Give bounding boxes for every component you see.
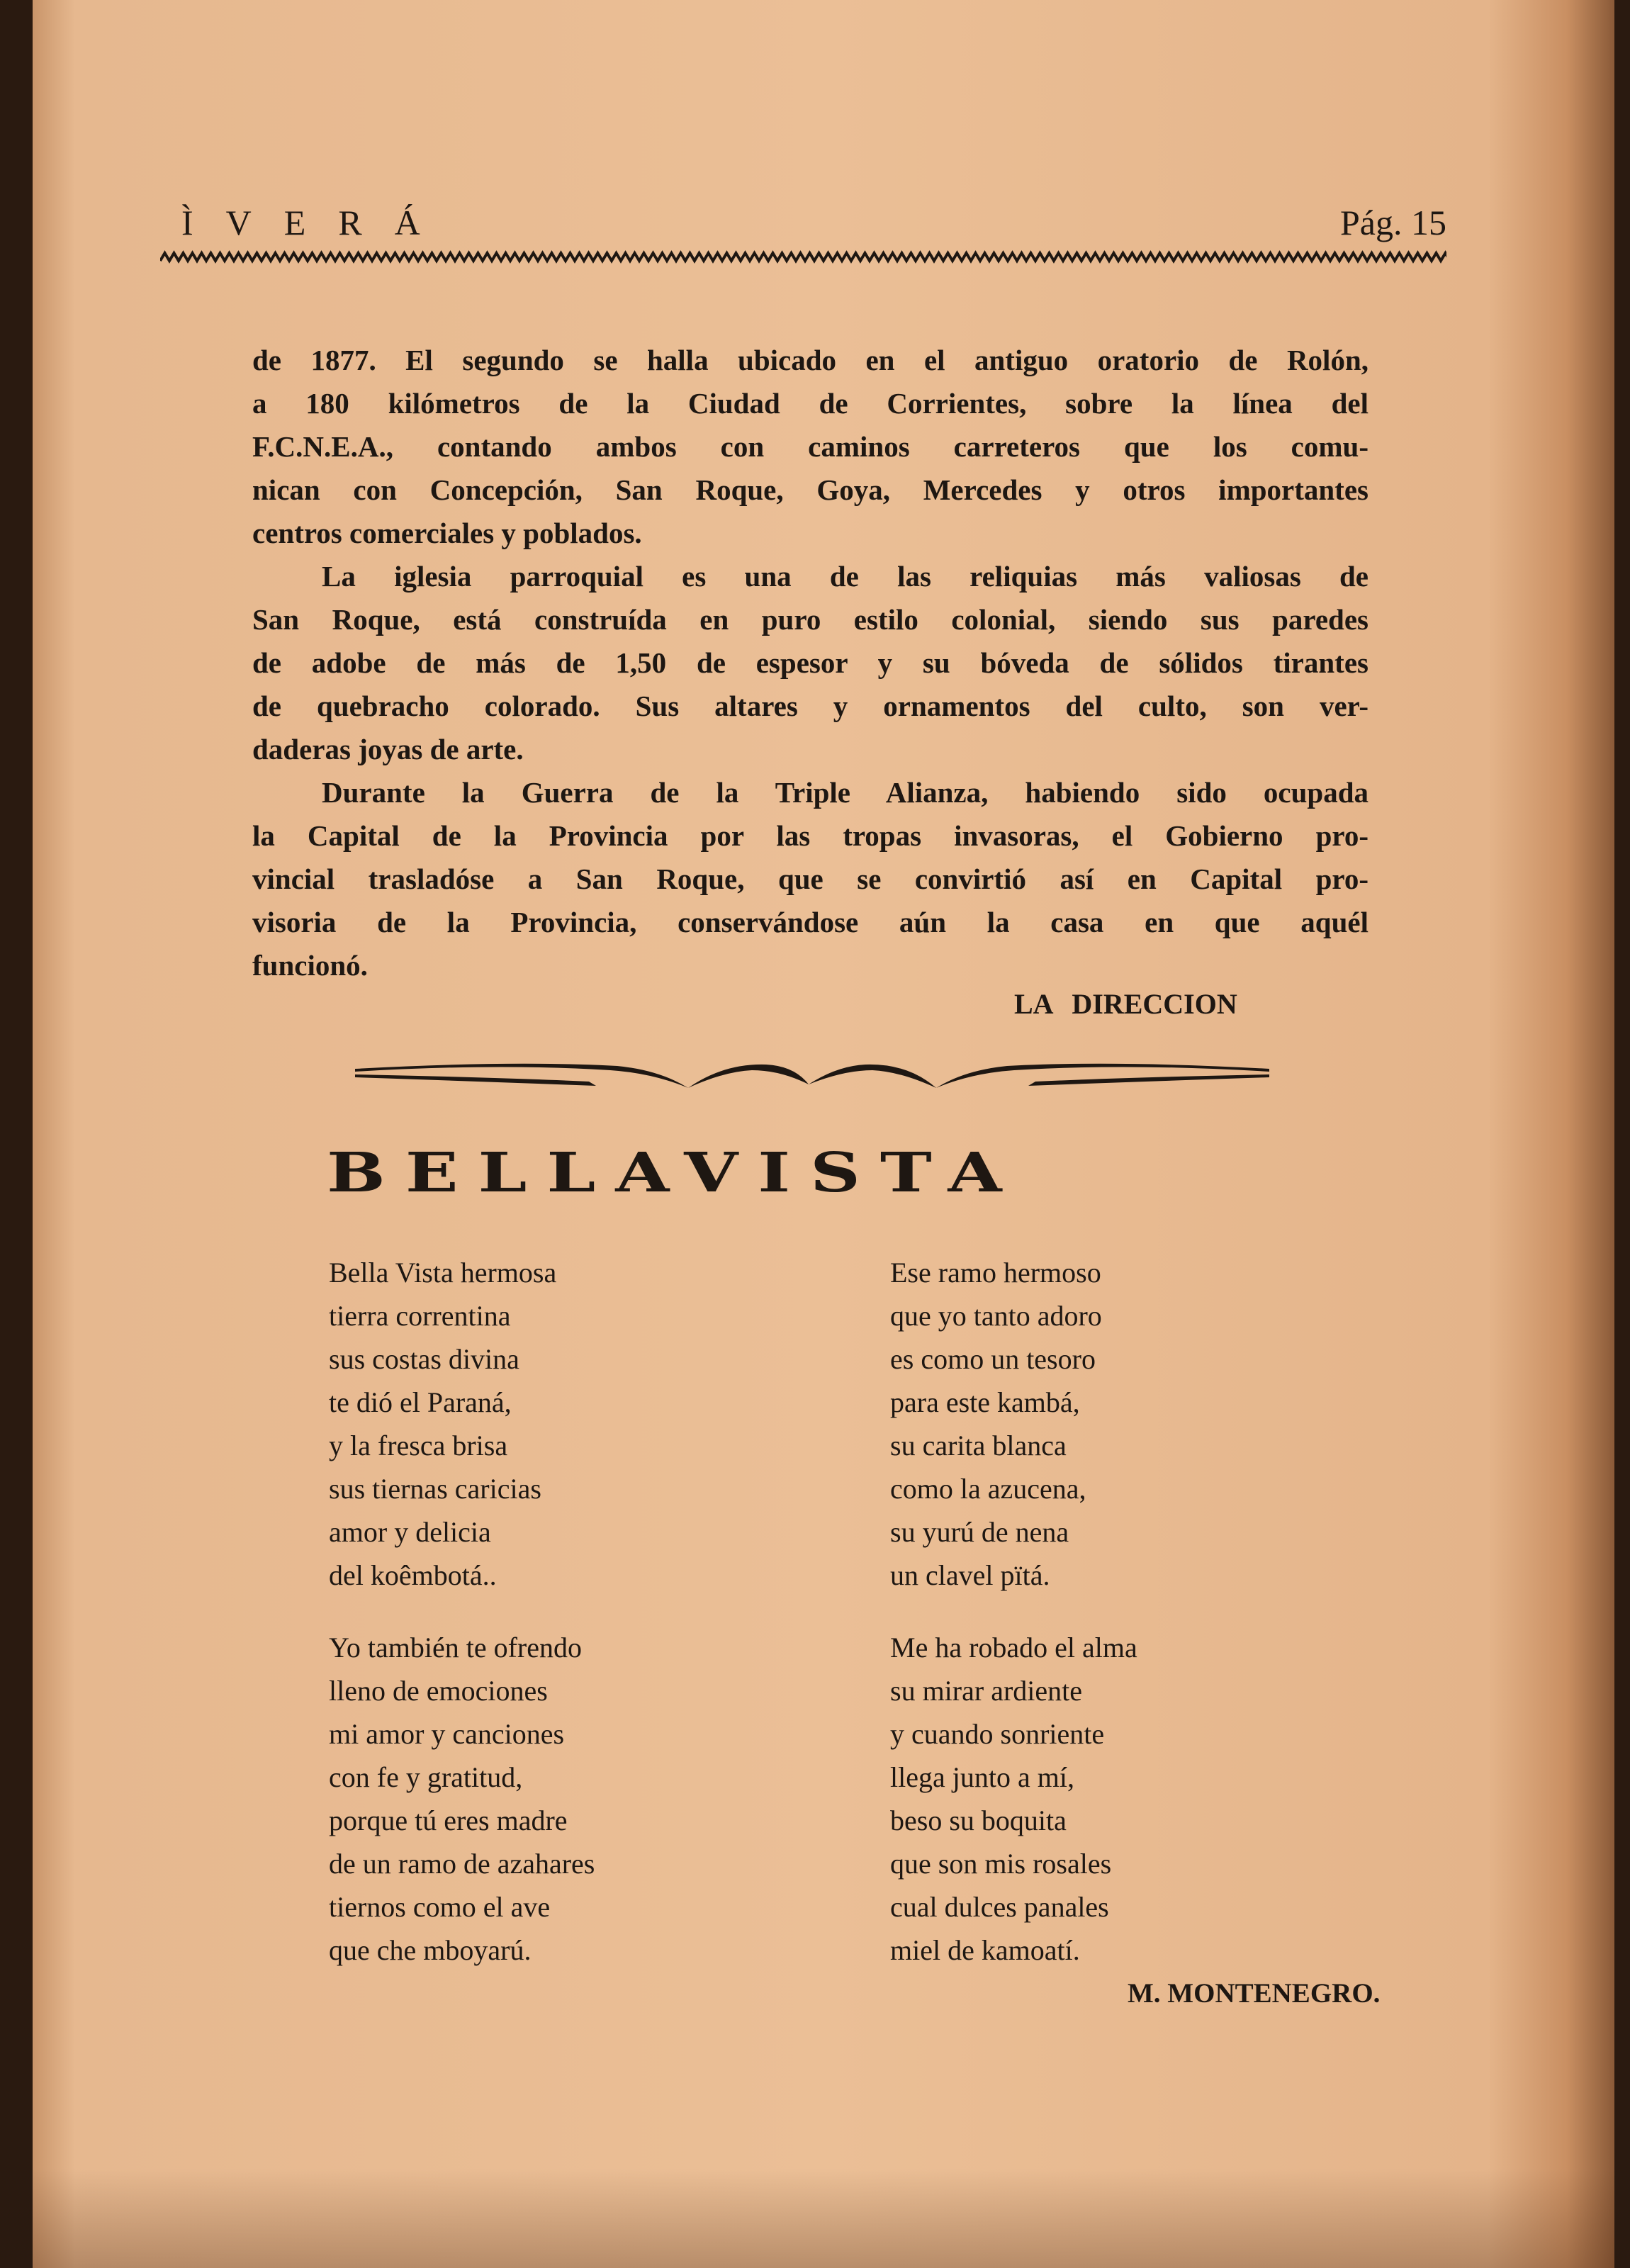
- poem-right-column: [890, 1251, 1137, 2001]
- article-signature: LA DIRECCION: [1014, 988, 1237, 1020]
- masthead-letter: R: [338, 203, 362, 242]
- poem-line: de un ramo de azahares: [329, 1848, 595, 1880]
- masthead: [181, 202, 453, 243]
- poem-line: lleno de emociones: [329, 1675, 548, 1707]
- poem-stanza: [890, 1251, 1137, 1597]
- article-line: de quebracho colorado. Sus altares y ornamentos del culto, son ver-: [252, 690, 1368, 722]
- poem-line: del koêmbotá..: [329, 1559, 497, 1591]
- poem-line: Yo también te ofrendo: [329, 1632, 582, 1663]
- poem-author: M. MONTENEGRO.: [1128, 1978, 1381, 2009]
- page-number: Pág. 15: [1340, 203, 1446, 242]
- article-line: a 180 kilómetros de la Ciudad de Corrientes, sobre la línea del: [252, 387, 1368, 420]
- poem-line: tierra correntina: [329, 1300, 511, 1332]
- poem-line: para este kambá,: [890, 1386, 1080, 1418]
- article-line: la Capital de la Provincia por las tropas invasoras, el Gobierno pro-: [252, 819, 1368, 852]
- poem-line: tiernos como el ave: [329, 1891, 551, 1923]
- masthead-letter: Ì: [181, 203, 193, 242]
- poem-stanza: [890, 1626, 1137, 1972]
- poem-line: que che mboyarú.: [329, 1934, 532, 1966]
- poem-line: su yurú de nena: [890, 1516, 1069, 1548]
- poem-line: su mirar ardiente: [890, 1675, 1082, 1707]
- poem-line: y cuando sonriente: [890, 1718, 1105, 1750]
- poem-line: llega junto a mí,: [890, 1761, 1074, 1793]
- poem-line: amor y delicia: [329, 1516, 491, 1548]
- poem-line: un clavel pïtá.: [890, 1559, 1050, 1591]
- poem-line: beso su boquita: [890, 1804, 1067, 1836]
- article-line: de adobe de más de 1,50 de espesor y su bóveda de sólidos tirantes: [252, 646, 1368, 679]
- poem-stanza: [329, 1251, 595, 1597]
- poem-line: y la fresca brisa: [329, 1430, 508, 1461]
- article-line: La iglesia parroquial es una de las reliquias más valiosas de: [322, 560, 1368, 593]
- poem-left-column: [329, 1251, 595, 2001]
- poem-line: te dió el Paraná,: [329, 1386, 512, 1418]
- article-line: Durante la Guerra de la Triple Alianza, habiendo sido ocupada: [322, 776, 1368, 809]
- masthead-letter: E: [283, 203, 306, 242]
- ornament-divider: [355, 1056, 1269, 1106]
- poem-line: con fe y gratitud,: [329, 1761, 523, 1793]
- poem-line: como la azucena,: [890, 1473, 1086, 1505]
- magazine-page: [33, 0, 1614, 2268]
- poem-stanza: [329, 1626, 595, 1972]
- poem-line: sus tiernas caricias: [329, 1473, 541, 1505]
- poem-line: Ese ramo hermoso: [890, 1257, 1101, 1289]
- poem-line: mi amor y canciones: [329, 1718, 565, 1750]
- article-line: San Roque, está construída en puro estilo colonial, siendo sus paredes: [252, 603, 1368, 636]
- poem-line: cual dulces panales: [890, 1891, 1109, 1923]
- article-line: de 1877. El segundo se halla ubicado en el antiguo oratorio de Rolón,: [252, 344, 1368, 376]
- article-line: funcionó.: [252, 949, 368, 982]
- poem-line: Me ha robado el alma: [890, 1632, 1137, 1663]
- article-line: daderas joyas de arte.: [252, 733, 524, 765]
- poem-title: BELLAVISTA: [327, 1141, 1022, 1205]
- zigzag-rule: [160, 249, 1446, 265]
- masthead-letter: V: [225, 203, 252, 242]
- poem-line: que yo tanto adoro: [890, 1300, 1102, 1332]
- poem-line: su carita blanca: [890, 1430, 1067, 1461]
- article-line: centros comerciales y poblados.: [252, 517, 642, 549]
- poem-line: miel de kamoatí.: [890, 1934, 1080, 1966]
- poem-line: sus costas divina: [329, 1343, 519, 1375]
- poem-line: es como un tesoro: [890, 1343, 1096, 1375]
- article-line: vincial trasladóse a San Roque, que se convirtió así en Capital pro-: [252, 863, 1368, 895]
- article-line: F.C.N.E.A., contando ambos con caminos carreteros que los comu-: [252, 430, 1368, 463]
- article-line: visoria de la Provincia, conservándose aún la casa en que aquél: [252, 906, 1368, 938]
- poem-line: porque tú eres madre: [329, 1804, 568, 1836]
- article-line: nican con Concepción, San Roque, Goya, Mercedes y otros importantes: [252, 473, 1368, 506]
- poem-line: Bella Vista hermosa: [329, 1257, 557, 1289]
- poem-line: que son mis rosales: [890, 1848, 1112, 1880]
- masthead-letter: Á: [394, 203, 420, 242]
